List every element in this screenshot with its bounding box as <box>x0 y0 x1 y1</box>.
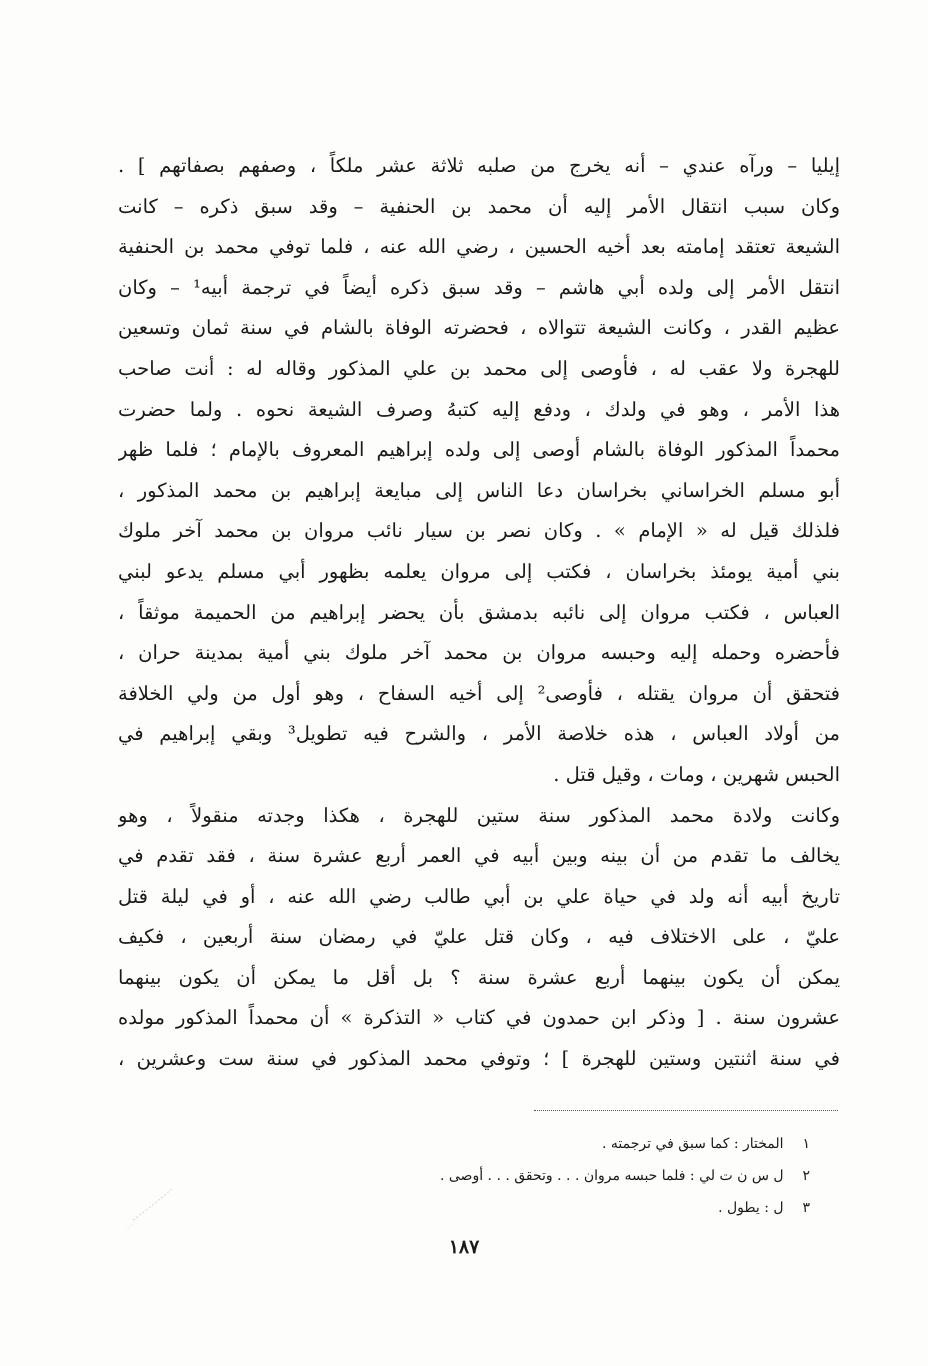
footnote-text: ل س ن ت لي : فلما حبسه مروان . . . وتحقق . . . أوصى . <box>439 1168 784 1184</box>
text-line: محمداً المذكور الوفاة بالشام أوصى إلى ولده إبراهيم المعروف بالإمام ؛ فلما ظهر <box>118 438 840 462</box>
text-line: فلذلك قيل له « الإمام » . وكان نصر بن سيار نائب مروان بن محمد آخر ملوك <box>118 519 840 543</box>
footnotes-block <box>300 1128 810 1224</box>
footnote <box>300 1192 810 1224</box>
text-line: انتقل الأمر إلى ولده أبي هاشم – وقد سبق ذكره أيضاً في ترجمة أبيه¹ – وكان <box>118 275 840 299</box>
footnote-text: المختار : كما سبق في ترجمته . <box>602 1136 784 1152</box>
text-line: بني أمية يومئذ بخراسان ، فكتب إلى مروان يعلمه بظهور أبي مسلم يدعو لبني <box>118 559 840 583</box>
text-line: وكانت ولادة محمد المذكور سنة ستين للهجرة ، هكذا وجدته منقولاً ، وهو <box>118 803 840 827</box>
footnote <box>300 1128 810 1160</box>
footnote-text: ل : يطول . <box>718 1200 784 1216</box>
footnote-number: ٢ <box>802 1168 810 1184</box>
text-line: للهجرة ولا عقب له ، فأوصى إلى محمد بن علي المذكور وقاله له : أنت صاحب <box>118 356 840 380</box>
footnote-number: ٣ <box>802 1200 810 1216</box>
text-line: يخالف ما تقدم من أن بينه وبين أبيه في العمر أربع عشرة سنة ، فقد تقدم في <box>118 844 840 868</box>
text-line: عشرون سنة . [ وذكر ابن حمدون في كتاب « التذكرة » أن محمداً المذكور مولده <box>118 1006 840 1030</box>
text-line: العباس ، فكتب مروان إلى نائبه بدمشق بأن يحضر إبراهيم من الحميمة موثقاً ، <box>118 600 840 624</box>
text-line: تاريخ أبيه أنه ولد في حياة علي بن أبي طالب رضي الله عنه ، أو في ليلة قتل <box>118 884 840 908</box>
page-number: ١٨٧ <box>448 1236 480 1258</box>
footnote-divider <box>534 1110 838 1111</box>
text-line: فأحضره وحمله إليه وحبسه مروان بن محمد آخر ملوك بني أمية بمدينة حران ، <box>118 641 840 665</box>
text-line: الشيعة تعتقد إمامته بعد أخيه الحسين ، رضي الله عنه ، فلما توفي محمد بن الحنفية <box>118 235 840 259</box>
main-text-block <box>118 146 840 1080</box>
footnote-number: ١ <box>802 1136 810 1152</box>
text-line: وكان سبب انتقال الأمر إليه أن محمد بن الحنفية – وقد سبق ذكره – كانت <box>118 194 840 218</box>
text-line: فتحقق أن مروان يقتله ، فأوصى² إلى أخيه السفاح ، وهو أول من ولي الخلافة <box>118 681 840 705</box>
text-line: يمكن أن يكون بينهما أربع عشرة سنة ؟ بل أقل ما يمكن أن يكون بينهما <box>118 965 840 989</box>
text-line: في سنة اثنتين وستين للهجرة ] ؛ وتوفي محمد المذكور في سنة ست وعشرين ، <box>118 1047 840 1071</box>
text-line: الحبس شهرين ، ومات ، وقيل قتل . <box>553 762 840 786</box>
text-line: إيليا – ورآه عندي – أنه يخرج من صلبه ثلاثة عشر ملكاً ، وصفهم بصفاتهم ] . <box>118 154 840 177</box>
text-line: من أولاد العباس ، هذه خلاصة الأمر ، والشرح فيه تطويل³ وبقي إبراهيم في <box>118 722 840 746</box>
footnote <box>300 1160 810 1192</box>
text-line: عليّ ، على الاختلاف فيه ، وكان قتل عليّ في رمضان سنة أربعين ، فكيف <box>118 925 840 949</box>
text-line: أبو مسلم الخراساني بخراسان دعا الناس إلى مبايعة إبراهيم بن محمد المذكور ، <box>118 478 840 502</box>
text-line: هذا الأمر ، وهو في ولدك ، ودفع إليه كتبهُ وصرف الشيعة نحوه . ولما حضرت <box>118 397 840 421</box>
text-line: عظيم القدر ، وكانت الشيعة تتوالاه ، فحضرته الوفاة بالشام في سنة ثمان وتسعين <box>118 316 840 340</box>
paper-smudge <box>120 1185 180 1235</box>
